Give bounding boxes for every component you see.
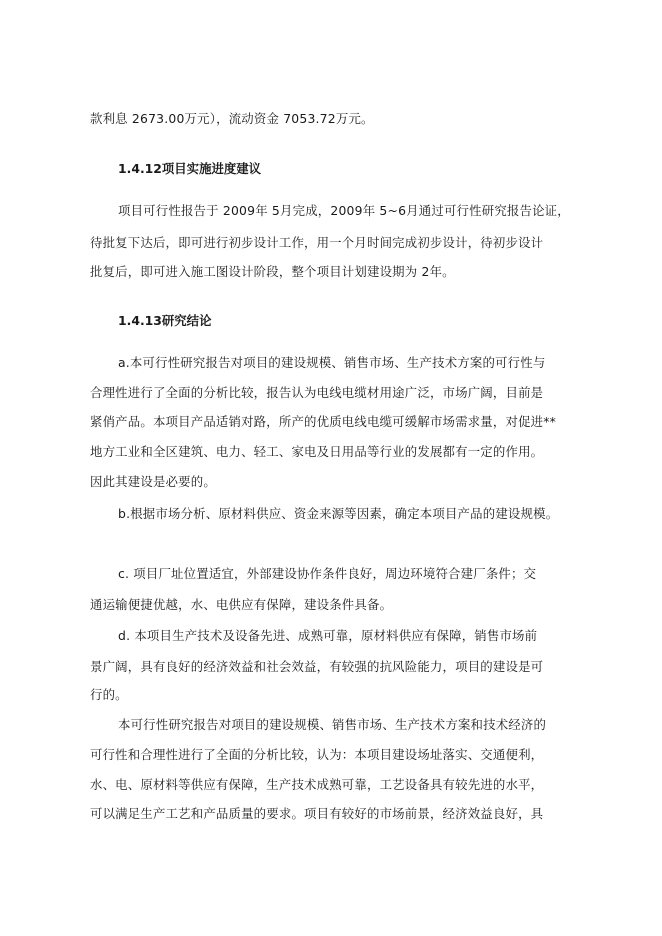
paragraph-line: 批复后，即可进入施工图设计阶段，整个项目计划建设期为 2年。 (90, 264, 455, 279)
paragraph-line: 款利息 2673.00万元），流动资金 7053.72万元。 (90, 111, 374, 126)
paragraph-line: 可以满足生产工艺和产品质量的要求。项目有较好的市场前景，经济效益良好，具 (90, 806, 544, 821)
paragraph-line: 待批复下达后，即可进行初步设计工作，用一个月时间完成初步设计，待初步设计 (90, 235, 544, 250)
paragraph-line: 行的。 (90, 687, 128, 702)
paragraph-line: d. 本项目生产技术及设备先进、成熟可靠，原材料供应有保障，销售市场前 (118, 628, 538, 643)
paragraph-line: 地方工业和全区建筑、电力、轻工、家电及日用品等行业的发展都有一定的作用。 (90, 444, 544, 459)
section-heading-1-4-13: 1.4.13研究结论 (118, 313, 212, 328)
paragraph-line: 紧俏产品。本项目产品适销对路，所产的优质电线电缆可缓解市场需求量，对促进** (90, 414, 557, 429)
paragraph-line: 水、电、原材料等供应有保障，生产技术成熟可靠，工艺设备具有较先进的水平， (90, 777, 544, 792)
section-heading-1-4-12: 1.4.12项目实施进度建议 (118, 161, 262, 176)
paragraph-line: 因此其建设是必要的。 (90, 474, 216, 489)
paragraph-line: a.本可行性研究报告对项目的建设规模、销售市场、生产技术方案的可行性与 (118, 355, 546, 370)
paragraph-line: 本可行性研究报告对项目的建设规模、销售市场、生产技术方案和技术经济的 (118, 717, 547, 732)
paragraph-line: 项目可行性报告于 2009年 5月完成，2009年 5~6月通过可行性研究报告论证， (118, 203, 570, 218)
paragraph-line: 景广阔，具有良好的经济效益和社会效益，有较强的抗风险能力，项目的建设是可 (90, 659, 544, 674)
paragraph-line: c. 项目厂址位置适宜，外部建设协作条件良好，周边环境符合建厂条件；交 (118, 566, 537, 581)
paragraph-line: 合理性进行了全面的分析比较，报告认为电线电缆材用途广泛，市场广阔，目前是 (90, 385, 544, 400)
paragraph-line: 可行性和合理性进行了全面的分析比较，认为：本项目建设场址落实、交通便利， (90, 747, 544, 762)
paragraph-line: 通运输便捷优越，水、电供应有保障，建设条件具备。 (90, 597, 393, 612)
paragraph-line: b.根据市场分析、原材料供应、资金来源等因素，确定本项目产品的建设规模。 (118, 506, 559, 521)
